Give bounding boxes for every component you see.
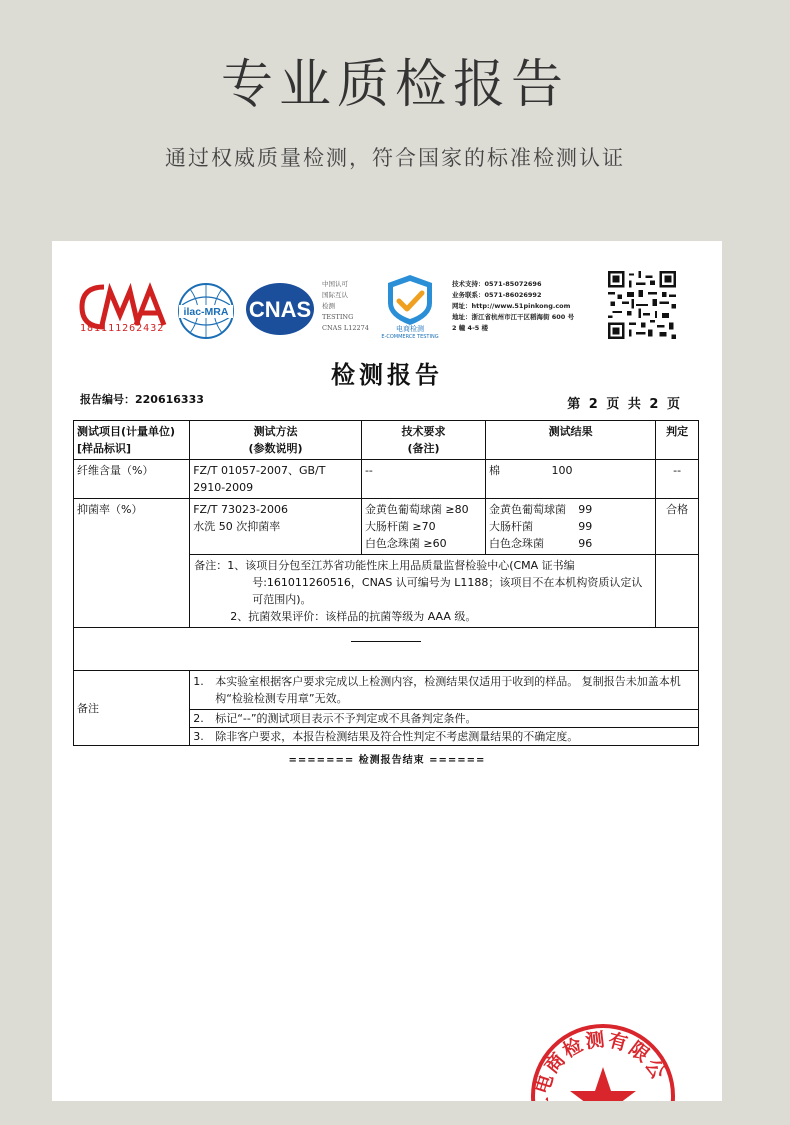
page-number: 第 2 页 共 2 页 bbox=[567, 397, 682, 412]
empty-divider-row bbox=[74, 628, 699, 671]
result-value: 99 bbox=[578, 503, 593, 516]
ecommerce-testing-shield-icon bbox=[380, 271, 440, 333]
header-requirement-line2: (备注) bbox=[407, 442, 440, 455]
row-result bbox=[486, 499, 656, 555]
report-title: 检测报告 bbox=[331, 360, 443, 389]
header-test-item-line1: 测试项目(计量单位) bbox=[77, 425, 176, 438]
subcontract-note bbox=[190, 555, 656, 628]
cnas-line: 检测 bbox=[322, 302, 335, 310]
table-row bbox=[74, 460, 699, 499]
header-requirement-line1: 技术要求 bbox=[401, 425, 446, 438]
cnas-logo-icon bbox=[244, 281, 316, 337]
result-label: 大肠杆菌 bbox=[489, 520, 533, 533]
ecom-label-cn: 电商检测 bbox=[396, 325, 424, 333]
ecom-label-en: E-COMMERCE TESTING bbox=[381, 334, 439, 340]
row-requirement bbox=[361, 499, 485, 555]
contact-line: 地址：浙江省杭州市江干区稻海街 600 号 bbox=[452, 313, 575, 321]
row-requirement: -- bbox=[361, 460, 485, 499]
header-verdict: 判定 bbox=[656, 421, 699, 460]
svg-text:江电商检测有限公: 江电商检测有限公 bbox=[530, 1028, 671, 1118]
hero-title: 专业质检报告 bbox=[220, 55, 569, 115]
remark-text: 本实验室根据客户要求完成以上检测内容，检测结果仅适用于收到的样品。 复制报告未加盖本机构“检验检测专用章”无效。 bbox=[215, 675, 681, 705]
header-test-method-line1: 测试方法 bbox=[253, 425, 298, 438]
hero-subtitle: 通过权威质量检测，符合国家的标准检测认证 bbox=[165, 146, 625, 170]
cma-number: 181111262432 bbox=[80, 323, 165, 334]
svg-text:CNAS: CNAS bbox=[248, 297, 312, 322]
method-line: FZ/T 73023-2006 bbox=[193, 503, 288, 516]
divider-cell bbox=[74, 628, 699, 671]
contact-line: 业务联系：0571-86026992 bbox=[452, 291, 542, 299]
divider-line bbox=[351, 641, 421, 642]
test-results-table bbox=[73, 420, 699, 746]
note-line: 号:161011260516，CNAS 认可编号为 L1188；该项目不在本机构资质认定认 bbox=[252, 576, 643, 589]
remark-item bbox=[190, 728, 698, 745]
requirement-line: 金黄色葡萄球菌 ≥80 bbox=[364, 503, 469, 516]
contact-line: 2 幢 4-5 楼 bbox=[452, 324, 489, 332]
row-result bbox=[486, 460, 656, 499]
contact-info bbox=[452, 279, 574, 334]
cnas-line: TESTING bbox=[322, 313, 354, 321]
result-label: 金黄色葡萄球菌 bbox=[489, 503, 566, 516]
header-test-item bbox=[74, 421, 190, 460]
report-document bbox=[52, 241, 722, 1118]
header-test-method bbox=[190, 421, 362, 460]
result-line bbox=[489, 501, 652, 518]
method-line: 水洗 50 次抑菌率 bbox=[193, 520, 281, 533]
note-line: 2、抗菌效果评价：该样品的抗菌等级为 AAA 级。 bbox=[230, 610, 477, 623]
note-line: 备注：1、该项目分包至江苏省功能性床上用品质量监督检验中心(CMA 证书编 bbox=[194, 559, 575, 572]
row-method bbox=[190, 499, 362, 555]
note-verdict-empty bbox=[656, 555, 699, 628]
result-line bbox=[489, 535, 652, 552]
row-verdict: 合格 bbox=[656, 499, 699, 555]
remark-number: 1. bbox=[193, 675, 204, 688]
result-value: 96 bbox=[578, 537, 593, 550]
cnas-line: CNAS L12274 bbox=[322, 324, 369, 332]
result-value: 99 bbox=[578, 520, 593, 533]
row-verdict: -- bbox=[656, 460, 699, 499]
remark-item bbox=[190, 710, 698, 728]
contact-line: 网址：http://www.51pinkong.com bbox=[452, 302, 571, 310]
table-row bbox=[74, 499, 699, 555]
result-value: 100 bbox=[551, 464, 573, 477]
cnas-line: 中国认可 bbox=[322, 280, 348, 288]
remark-item bbox=[190, 671, 698, 710]
report-number: 报告编号：220616333 bbox=[80, 393, 204, 406]
ecommerce-testing-label bbox=[381, 325, 439, 341]
header-test-item-line2: [样品标识] bbox=[77, 442, 132, 455]
note-line: 可范围内)。 bbox=[252, 593, 312, 606]
requirement-line: 大肠杆菌 ≥70 bbox=[364, 520, 436, 533]
svg-text:ilac-MRA: ilac-MRA bbox=[183, 306, 229, 318]
row-item: 抑菌率（%） bbox=[74, 499, 190, 628]
remark-number: 3. bbox=[193, 730, 204, 743]
remark-text: 标记“--”的测试项目表示不予判定或不具备判定条件。 bbox=[215, 712, 477, 725]
official-seal-stamp-icon bbox=[528, 1021, 678, 1118]
ilac-mra-logo-icon bbox=[176, 281, 236, 341]
row-method: FZ/T 01057-2007、GB/T 2910-2009 bbox=[190, 460, 362, 499]
result-label: 棉 bbox=[489, 464, 500, 477]
remarks-label: 备注 bbox=[74, 671, 190, 746]
qr-code-icon bbox=[608, 271, 676, 339]
remarks-row bbox=[74, 671, 699, 746]
requirement-line: 白色念珠菌 ≥60 bbox=[364, 537, 447, 550]
header-result: 测试结果 bbox=[486, 421, 656, 460]
row-item: 纤维含量（%） bbox=[74, 460, 190, 499]
certification-logos bbox=[52, 241, 722, 351]
remarks-content bbox=[190, 671, 699, 746]
result-label: 白色念珠菌 bbox=[489, 537, 544, 550]
table-header-row bbox=[74, 421, 699, 460]
cnas-line: 国际互认 bbox=[322, 291, 348, 299]
report-end-marker: ======= 检测报告结束 ====== bbox=[288, 755, 486, 766]
contact-line: 技术支持：0571-85072696 bbox=[452, 280, 542, 288]
cnas-accreditation-text bbox=[322, 279, 369, 334]
header-test-method-line2: (参数说明) bbox=[248, 442, 303, 455]
result-line bbox=[489, 518, 652, 535]
header-requirement bbox=[361, 421, 485, 460]
remark-number: 2. bbox=[193, 712, 204, 725]
remark-text: 除非客户要求，本报告检测结果及符合性判定不考虑测量结果的不确定度。 bbox=[215, 730, 579, 743]
